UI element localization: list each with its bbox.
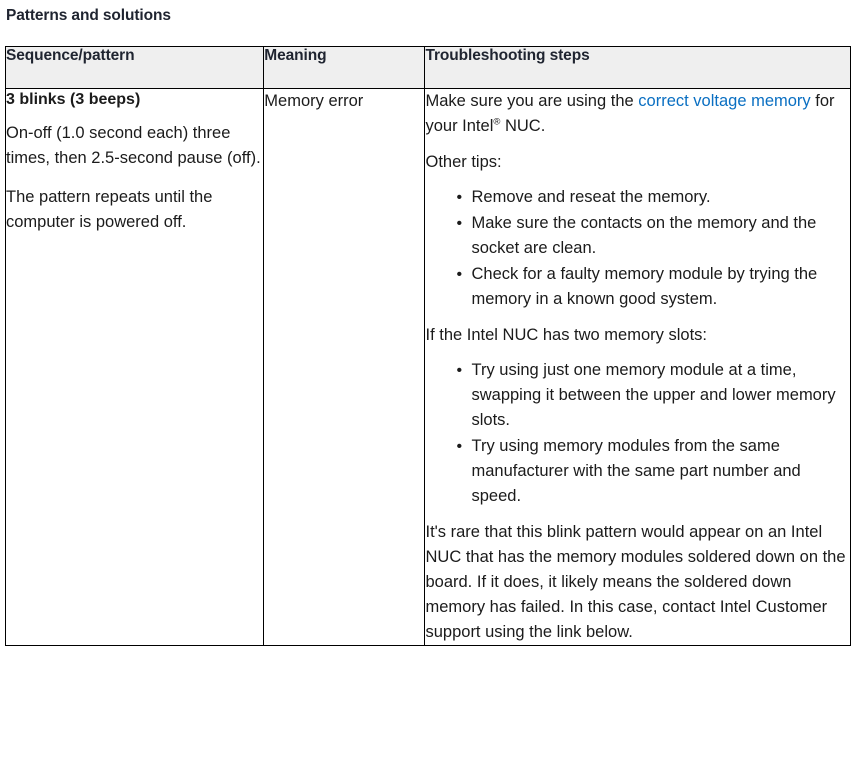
list-item: • Check for a faulty memory module by trying the memory in a known good system.: [471, 262, 850, 312]
meaning-value: Memory error: [264, 92, 364, 110]
other-tips-label: Other tips:: [425, 153, 502, 171]
list-item: • Remove and reseat the memory.: [471, 185, 850, 210]
registered-trademark-mark: ®: [493, 116, 501, 128]
cell-meaning: [264, 89, 425, 646]
cell-troubleshooting-steps: [425, 89, 851, 646]
two-memory-slots-label: If the Intel NUC has two memory slots:: [425, 326, 707, 344]
column-header-troubleshooting-steps: Troubleshooting steps: [425, 47, 851, 89]
steps-intro-prefix: Make sure you are using the: [425, 92, 639, 110]
sequence-description-repeat: The pattern repeats until the computer is powered off.: [6, 188, 213, 231]
list-item: • Make sure the contacts on the memory and the socket are clean.: [471, 211, 850, 261]
table-row: [6, 89, 851, 646]
patterns-and-solutions-table: [5, 46, 851, 646]
table-body: [6, 89, 851, 646]
correct-voltage-memory-link[interactable]: correct voltage memory: [638, 92, 811, 110]
page-title: Patterns and solutions: [6, 7, 171, 24]
soldered-memory-closing-paragraph: It's rare that this blink pattern would appear on an Intel NUC that has the memory modules soldered down on the board. If it does, it likely means the soldered down memory has failed. In this case, contact Intel Customer support using the link below.: [425, 523, 846, 641]
two-memory-slots-list: [425, 358, 850, 509]
steps-intro-suffix-before-mark: for your Intel: [425, 92, 835, 135]
other-tips-list: [425, 185, 850, 312]
list-item: • Try using just one memory module at a time, swapping it between the upper and lower memory slots.: [471, 358, 850, 433]
sequence-heading: 3 blinks (3 beeps): [6, 91, 141, 108]
table-header-row: [6, 47, 851, 89]
column-header-sequence-pattern: Sequence/pattern: [6, 47, 264, 89]
list-item: • Try using memory modules from the same manufacturer with the same part number and speed.: [471, 434, 850, 509]
column-header-meaning: Meaning: [264, 47, 425, 89]
sequence-description-timing: On-off (1.0 second each) three times, then 2.5-second pause (off).: [6, 124, 261, 167]
steps-intro-paragraph: [425, 89, 850, 139]
table-header: [6, 47, 851, 89]
cell-sequence-pattern: [6, 89, 264, 646]
steps-intro-suffix-after-mark: NUC.: [500, 117, 546, 135]
